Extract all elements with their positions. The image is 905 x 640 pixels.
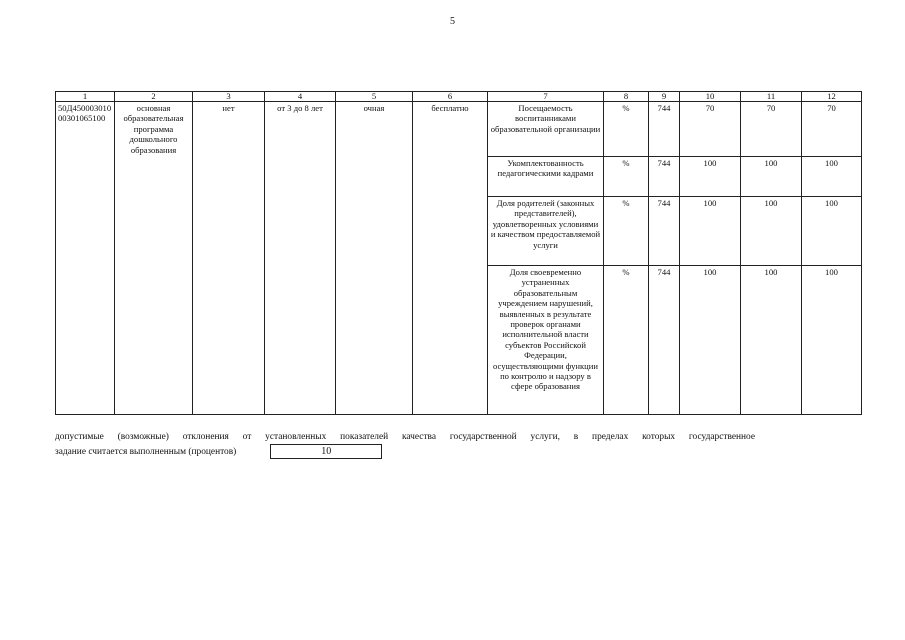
indicator-unit: % [604, 102, 649, 157]
indicator-unit: % [604, 197, 649, 266]
page-number: 5 [450, 16, 455, 27]
indicator-name: Доля своевременно устраненных образовательным учреждением нарушений, выявленных в результате проверок органами исполнительной власти субъектов Российской Федерации, осуществляющими функции по контролю и надзору в сфере образования [488, 266, 604, 415]
form-cell: очная [336, 102, 413, 415]
col-header-9: 9 [649, 92, 680, 102]
col-header-7: 7 [488, 92, 604, 102]
col-header-2: 2 [115, 92, 193, 102]
indicator-year1: 100 [680, 197, 741, 266]
age-cell: от 3 до 8 лет [265, 102, 336, 415]
indicator-year1: 70 [680, 102, 741, 157]
indicator-name: Доля родителей (законных представителей), удовлетворенных условиями и качеством предоставляемой услуги [488, 197, 604, 266]
deviation-value-box: 10 [270, 444, 382, 459]
indicator-year3: 70 [802, 102, 862, 157]
special-category-cell: нет [193, 102, 265, 415]
indicator-year2: 100 [741, 266, 802, 415]
service-code-line2: 00301065100 [58, 113, 106, 124]
indicator-year3: 100 [802, 157, 862, 197]
indicator-okei: 744 [649, 266, 680, 415]
indicator-year1: 100 [680, 266, 741, 415]
col-header-8: 8 [604, 92, 649, 102]
col-header-12: 12 [802, 92, 862, 102]
indicator-okei: 744 [649, 102, 680, 157]
indicator-year2: 70 [741, 102, 802, 157]
col-header-11: 11 [741, 92, 802, 102]
deviation-text-line1: допустимые (возможные) отклонения от установленных показателей качества государственной услуги, в пределах которых государственное [55, 432, 755, 442]
indicator-okei: 744 [649, 157, 680, 197]
indicator-name: Посещаемость воспитанниками образовательной организации [488, 102, 604, 157]
indicator-year2: 100 [741, 157, 802, 197]
col-header-3: 3 [193, 92, 265, 102]
indicator-year1: 100 [680, 157, 741, 197]
indicator-unit: % [604, 157, 649, 197]
deviation-line2 [55, 444, 838, 459]
col-header-5: 5 [336, 92, 413, 102]
deviation-note [55, 430, 838, 459]
payment-cell: бесплатно [413, 102, 488, 415]
col-header-4: 4 [265, 92, 336, 102]
header-row [56, 92, 862, 102]
col-header-1: 1 [56, 92, 115, 102]
indicator-year3: 100 [802, 266, 862, 415]
indicator-name: Укомплектованность педагогическими кадрами [488, 157, 604, 197]
col-header-10: 10 [680, 92, 741, 102]
col-header-6: 6 [413, 92, 488, 102]
indicator-year2: 100 [741, 197, 802, 266]
indicator-unit: % [604, 266, 649, 415]
indicator-year3: 100 [802, 197, 862, 266]
deviation-text-line2: задание считается выполненным (процентов) [55, 446, 237, 457]
table-row [56, 102, 862, 157]
quality-indicators-table [55, 91, 862, 415]
program-cell: основная образовательная программа дошкольного образования [115, 102, 193, 415]
service-code-line1: 50Д450003010 [58, 103, 112, 113]
service-code-cell [56, 102, 115, 415]
indicator-okei: 744 [649, 197, 680, 266]
